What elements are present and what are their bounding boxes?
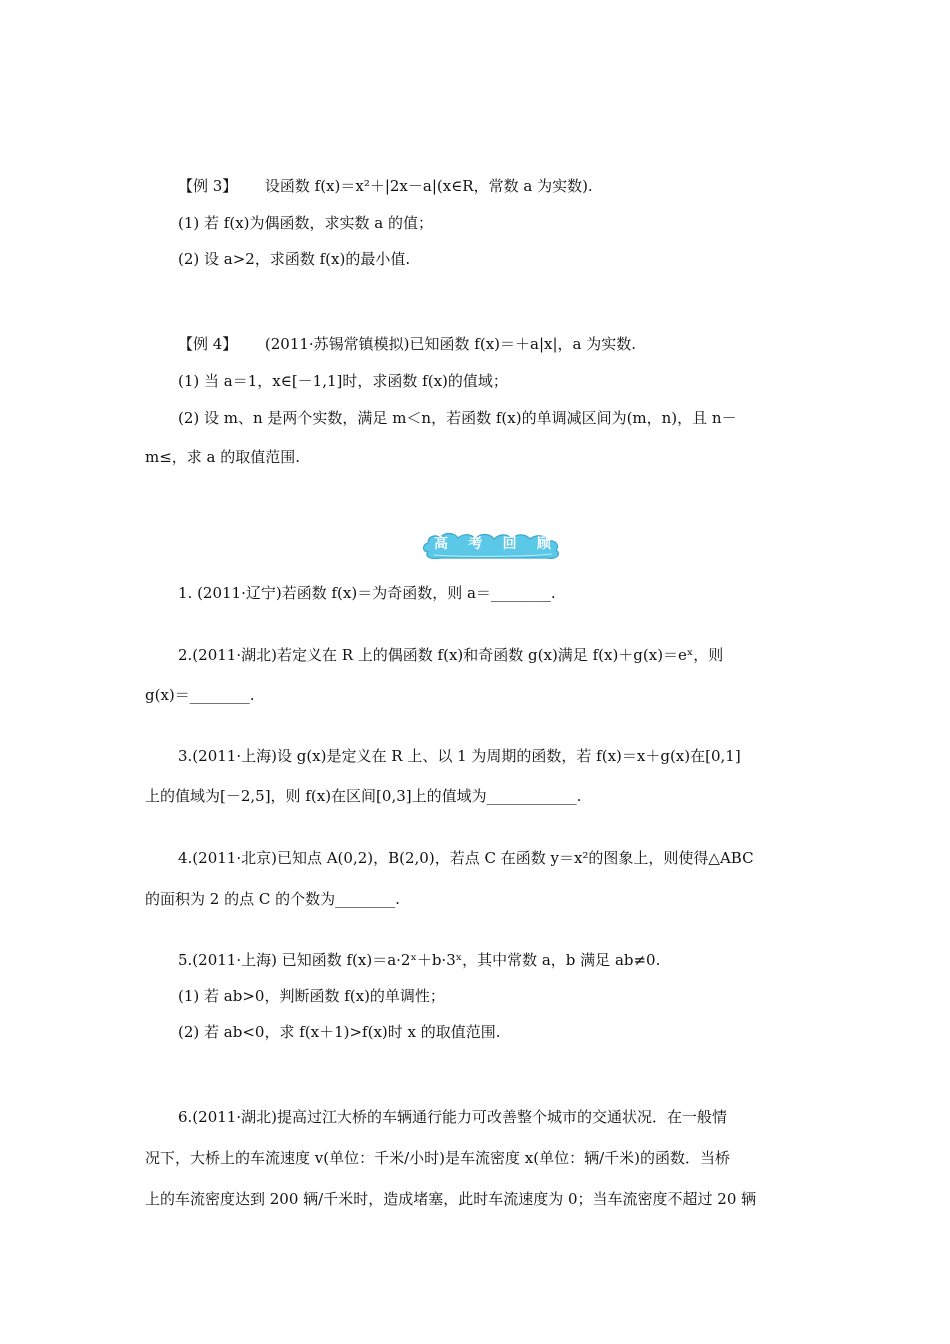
example-3-stem: 设函数 f(x)＝x²＋|2x－a|(x∈R，常数 a 为实数). (264, 177, 593, 195)
example-4-question-1: (1) 当 a＝1，x∈[－1,1]时，求函数 f(x)的值域； (178, 372, 508, 390)
review-problem-6-line-2: 况下，大桥上的车流速度 v(单位：千米/小时)是车流密度 x(单位：辆/千米)的函数．当桥 (145, 1149, 730, 1167)
example-3-heading (178, 176, 843, 196)
review-problem-5-question-1: (1) 若 ab>0，判断函数 f(x)的单调性； (178, 987, 445, 1005)
example-4-heading (178, 334, 843, 354)
review-problem-6-line-3: 上的车流密度达到 200 辆/千米时，造成堵塞，此时车流速度为 0；当车流密度不超过 20 辆 (145, 1190, 757, 1208)
review-problem-6-line-1: 6.(2011·湖北)提高过江大桥的车辆通行能力可改善整个城市的交通状况．在一般情 (178, 1108, 727, 1126)
review-problem-2-line-2: g(x)＝________. (145, 686, 255, 704)
review-problem-4-line-2: 的面积为 2 的点 C 的个数为________. (145, 890, 400, 908)
review-problem-5-question-2: (2) 若 ab<0，求 f(x＋1)>f(x)时 x 的取值范围. (178, 1023, 501, 1041)
example-4-stem: (2011·苏锡常镇模拟)已知函数 f(x)＝＋a|x|，a 为实数. (264, 335, 636, 353)
example-4-title: 【例 4】 (178, 335, 238, 353)
example-3-question-1: (1) 若 f(x)为偶函数，求实数 a 的值； (178, 214, 433, 232)
example-3-title: 【例 3】 (178, 177, 238, 195)
example-4-question-2-line-2: m≤，求 a 的取值范围. (145, 448, 301, 466)
example-3-question-2: (2) 设 a>2，求函数 f(x)的最小值. (178, 250, 411, 268)
review-problem-3-line-1: 3.(2011·上海)设 g(x)是定义在 R 上、以 1 为周期的函数，若 f(x)＝x＋g(x)在[0,1] (178, 747, 741, 765)
review-problem-4-line-1: 4.(2011·北京)已知点 A(0,2)，B(2,0)，若点 C 在函数 y＝x²的图象上，则使得△ABC (178, 849, 754, 867)
banner-char-4: 顾 (536, 536, 551, 552)
section-banner (420, 530, 565, 562)
banner-char-3: 回 (502, 536, 517, 552)
example-4-question-2-line-1: (2) 设 m、n 是两个实数，满足 m＜n，若函数 f(x)的单调减区间为(m，n)，且 n－ (178, 409, 737, 427)
review-problem-1: 1. (2011·辽宁)若函数 f(x)＝为奇函数，则 a＝________. (178, 584, 556, 602)
review-problem-2-line-1: 2.(2011·湖北)若定义在 R 上的偶函数 f(x)和奇函数 g(x)满足 f(x)＋g(x)＝eˣ，则 (178, 646, 724, 664)
review-problem-3-line-2: 上的值域为[－2,5]，则 f(x)在区间[0,3]上的值域为____________. (145, 787, 582, 805)
banner-char-1: 高 (434, 536, 448, 552)
banner-char-2: 考 (468, 536, 483, 552)
review-problem-5-line-1: 5.(2011·上海) 已知函数 f(x)＝a·2ˣ＋b·3ˣ，其中常数 a，b 满足 ab≠0. (178, 951, 661, 969)
